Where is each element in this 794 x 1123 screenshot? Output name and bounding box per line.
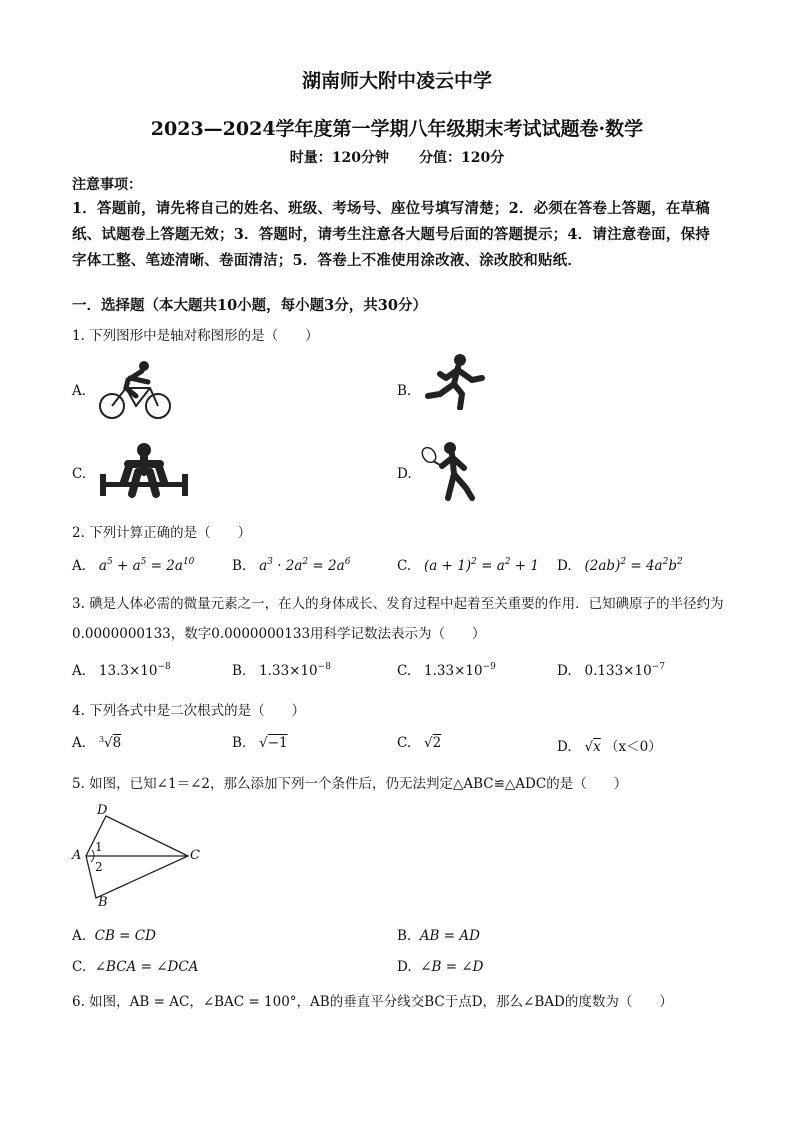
q2-option-a-math: $a^5 + a^5 = 2a^{10}$: [90, 557, 195, 574]
section-heading: 一．选择题（本大题共10小题，每小题3分，共30分）: [72, 297, 427, 314]
q4-option-b-math: √−1: [250, 735, 288, 751]
exam-meta: [0, 147, 794, 167]
q2-stem: 2. 下列计算正确的是（ ）: [72, 525, 252, 541]
notes-body: 1．答题前，请先将自己的姓名、班级、考场号、座位号填写清楚；2．必须在答卷上答题，在草稿纸、试题卷上答题无效；3．答题时，请考生注意各大题号后面的答题提示；4．请注意卷面，保持字体工整、笔迹清晰、卷面清洁；5．答卷上不准使用涂改液、涂改胶和贴纸．: [72, 200, 710, 269]
q4-option-a: [72, 735, 121, 751]
cyclist-icon: [98, 360, 174, 420]
q4-option-c-label: C.: [397, 735, 412, 751]
q4-option-a-math: $^3$√8: [98, 735, 122, 751]
q5-option-d-text: ∠B = ∠D: [420, 959, 484, 975]
q2-option-d-label: D.: [557, 558, 572, 574]
q4-option-d-math: √x: [575, 739, 601, 755]
q4-option-c-math: √2: [415, 735, 442, 751]
q3-option-c-label: C.: [397, 663, 412, 679]
q3-option-b-math: $1.33\times 10^{-8}$: [250, 662, 331, 679]
q3-option-c: [397, 663, 496, 679]
q4-option-d-note: （x＜0）: [605, 739, 662, 755]
q3-option-a: [72, 663, 171, 679]
q1-stem: 1. 下列图形中是轴对称图形的是（ ）: [72, 328, 319, 344]
q3-option-d-math: $0.133\times 10^{-7}$: [575, 662, 665, 679]
q4-option-d: [557, 735, 662, 755]
q4-option-a-label: A.: [72, 735, 87, 751]
q2-option-b: [232, 558, 350, 574]
q4-stem: 4. 下列各式中是二次根式的是（ ）: [72, 703, 306, 719]
q5-option-a-label: A.: [72, 928, 87, 944]
q5-option-a: [72, 928, 156, 944]
q5-option-c-label: C.: [72, 959, 87, 975]
notes-heading: 注意事项：: [72, 177, 142, 193]
q5-option-b: [397, 928, 480, 944]
q5-stem: 5. 如图，已知∠1＝∠2，那么添加下列一个条件后，仍无法判定△ABC≌△ADC的是（ ）: [72, 776, 628, 792]
exam-title: 2023—2024学年度第一学期八年级期末考试试题卷·数学: [150, 118, 644, 140]
q3-option-a-label: A.: [72, 663, 87, 679]
q3-option-c-math: $1.33\times 10^{-9}$: [415, 662, 496, 679]
school-title: 湖南师大附中凌云中学: [301, 70, 492, 92]
q3-option-a-math: $13.3\times 10^{-8}$: [90, 662, 171, 679]
q5-label-angle-2: 2: [95, 860, 103, 874]
q5-label-c: C: [190, 848, 200, 863]
q5-option-c-text: ∠BCA = ∠DCA: [94, 959, 199, 975]
q2-option-c-math: $(a + 1)^2 = a^2 + 1$: [415, 557, 539, 574]
q4-option-c: [397, 735, 441, 751]
q2-option-b-label: B.: [232, 558, 247, 574]
q5-label-d: D: [97, 803, 108, 818]
q5-option-b-label: B.: [397, 928, 412, 944]
q4-option-d-label: D.: [557, 739, 572, 755]
q5-option-c: [72, 959, 198, 975]
weightlifter-icon: [98, 442, 190, 500]
q2-option-d-math: $(2ab)^2 = 4a^2b^2$: [575, 557, 683, 574]
q2-option-c: [397, 558, 539, 574]
q1-option-b-label: B.: [397, 383, 412, 399]
tennis-player-icon: [420, 440, 488, 502]
q5-figure: [68, 800, 208, 912]
q5-label-angle-1: 1: [95, 840, 103, 854]
q1-option-c-label: C.: [72, 466, 87, 482]
q2-option-d: [557, 558, 683, 574]
q5-option-a-text: CB = CD: [94, 928, 156, 944]
q6-stem: 6. 如图，AB = AC，∠BAC = 100°，AB的垂直平分线交BC于点D，那么∠BAD的度数为（ ）: [72, 994, 673, 1010]
q3-stem: 3. 碘是人体必需的微量元素之一，在人的身体成长、发育过程中起着至关重要的作用．已知碘原子的半径约为0.0000000133，数字0.0000000133用科学记数法表示为（ ）: [72, 596, 724, 642]
q1-option-a-label: A.: [72, 383, 87, 399]
q3-option-d: [557, 663, 665, 679]
q3-option-b: [232, 663, 331, 679]
q2-option-a-label: A.: [72, 558, 87, 574]
q2-option-a: [72, 558, 194, 574]
q5-option-d: [397, 959, 484, 975]
q2-option-b-math: $a^3 \cdot 2a^2 = 2a^6$: [250, 557, 351, 574]
q5-label-b: B: [98, 895, 108, 910]
q4-option-b-label: B.: [232, 735, 247, 751]
runner-icon: [424, 354, 488, 410]
exam-time: 时量：120分钟: [289, 150, 389, 166]
q3-option-d-label: D.: [557, 663, 572, 679]
q2-option-c-label: C.: [397, 558, 412, 574]
q1-option-d-label: D.: [397, 466, 412, 482]
q5-option-b-text: AB = AD: [419, 928, 480, 944]
q4-option-b: [232, 735, 288, 751]
q5-option-d-label: D.: [397, 959, 412, 975]
exam-score: 分值：120分: [419, 150, 505, 166]
q3-option-b-label: B.: [232, 663, 247, 679]
q5-label-a: A: [72, 848, 82, 863]
